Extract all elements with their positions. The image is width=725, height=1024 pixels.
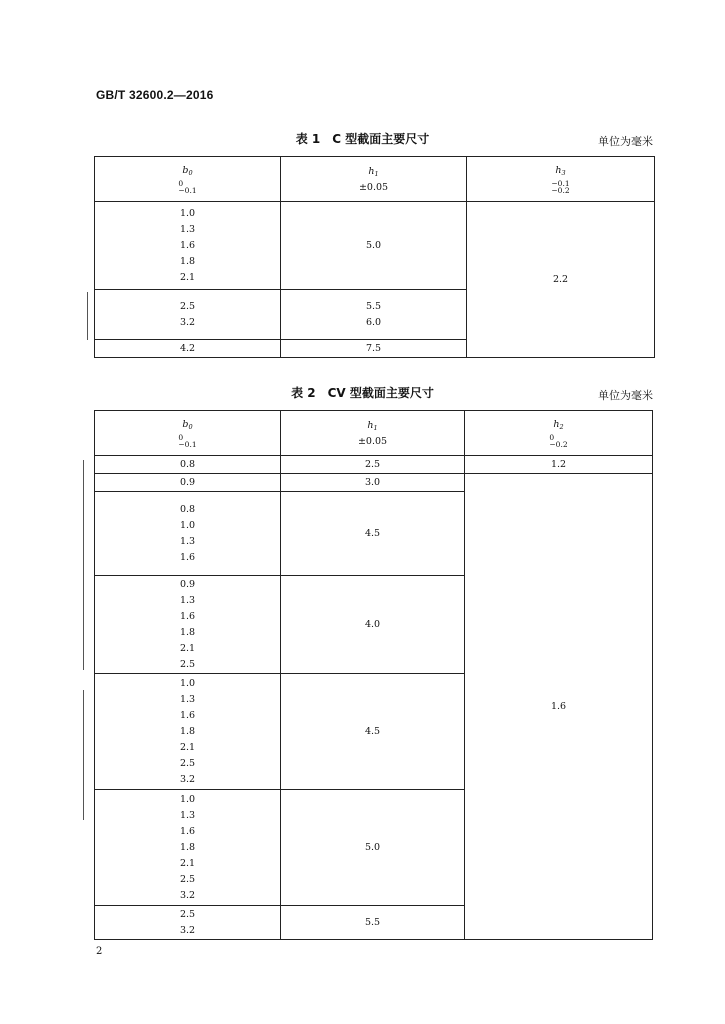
standard-number: GB/T 32600.2—2016	[96, 88, 214, 102]
margin-mark	[87, 292, 88, 340]
table-cell-b-group: 1.0 1.3 1.6 1.8 2.1	[95, 202, 281, 290]
margin-mark	[83, 690, 84, 820]
table1-unit: 单位为毫米	[598, 135, 653, 148]
table-cell-h1: 5.5	[281, 906, 465, 940]
table-cell-h1: 4.0	[281, 576, 465, 674]
table-cell-h2: 1.2	[465, 456, 653, 474]
table-cell-b: 0.8	[95, 456, 281, 474]
table-cell-b-group: 1.0 1.3 1.6 1.8 2.1 2.5 3.2	[95, 790, 281, 906]
table-cell-h1: 5.0	[281, 202, 467, 290]
table1	[94, 156, 655, 358]
table2-header-b0: $b_0$ 0 −0.1	[95, 411, 281, 456]
table2-header-h2: $h_2$ 0 −0.2	[465, 411, 653, 456]
table-cell-h1: 5.0	[281, 790, 465, 906]
table-cell-h2: 1.6	[465, 474, 653, 940]
table1-header-h3: $h_3$ −0.1 −0.2	[467, 157, 655, 202]
table-cell-b-group: 0.8 1.0 1.3 1.6	[95, 492, 281, 576]
table2-header-h1: $h_1$ ±0.05	[281, 411, 465, 456]
table1-caption: 表 1 C 型截面主要尺寸	[295, 132, 430, 146]
page-number: 2	[96, 946, 103, 957]
margin-mark	[83, 460, 84, 670]
table1-header-h1: $h_1$ ±0.05	[281, 157, 467, 202]
table-cell-h3: 2.2	[467, 202, 655, 358]
table-cell-b-group: 1.0 1.3 1.6 1.8 2.1 2.5 3.2	[95, 674, 281, 790]
table-cell-b: 0.9	[95, 474, 281, 492]
table2-unit: 单位为毫米	[598, 389, 653, 402]
table-cell-b-group: 2.5 3.2	[95, 290, 281, 340]
table2	[94, 410, 653, 940]
table-cell-h1: 5.5 6.0	[281, 290, 467, 340]
table-cell-b-group: 0.9 1.3 1.6 1.8 2.1 2.5	[95, 576, 281, 674]
table2-caption: 表 2 CV 型截面主要尺寸	[291, 386, 434, 400]
table-cell-b: 4.2	[95, 340, 281, 358]
table-cell-b-group: 2.5 3.2	[95, 906, 281, 940]
table-cell-h1: 4.5	[281, 674, 465, 790]
table-cell-h1: 2.5	[281, 456, 465, 474]
table-cell-h1: 7.5	[281, 340, 467, 358]
table-cell-h1: 4.5	[281, 492, 465, 576]
table1-header-b0: $b_0$ 0 −0.1	[95, 157, 281, 202]
table-cell-h1: 3.0	[281, 474, 465, 492]
